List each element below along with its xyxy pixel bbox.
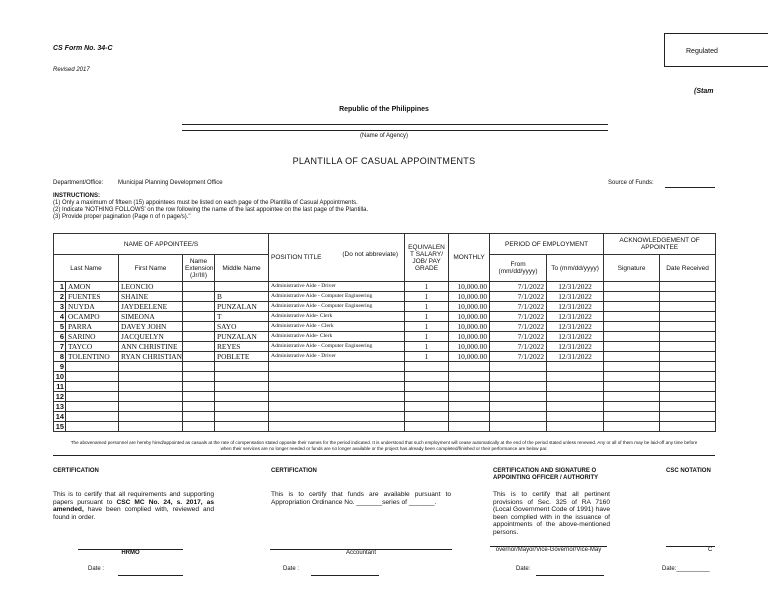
cell-last: TOLENTINO [66, 352, 119, 362]
cell-grade [405, 402, 449, 412]
cell-from [490, 392, 547, 402]
cell-position [269, 362, 405, 372]
csc-notation-sign-label: C [708, 547, 713, 553]
cell-first: SHAINE [119, 292, 183, 302]
cell-from: 7/1/2022 [490, 302, 547, 312]
cell-ext [183, 332, 215, 342]
cell-from: 7/1/2022 [490, 282, 547, 292]
instruction-3: (3) Provide proper pagination (Page n of n page/s)." [53, 214, 191, 220]
cell-to [547, 362, 604, 372]
cell-first: JACQUELYN [119, 332, 183, 342]
cell-sig [604, 382, 660, 392]
cell-date [660, 392, 716, 402]
table-header-row-1 [54, 234, 716, 255]
cell-first: SIMEONA [119, 312, 183, 322]
header-position [269, 234, 405, 282]
cell-last [66, 382, 119, 392]
cell-grade: 1 [405, 282, 449, 292]
cell-middle: PUNZALAN [215, 302, 269, 312]
cell-sig [604, 352, 660, 362]
cell-date [660, 302, 716, 312]
table-footnote [53, 440, 715, 451]
instruction-1: (1) Only a maximum of fifteen (15) appointees must be listed on each page of the Plantilla of Casual Appointments. [53, 200, 358, 206]
cell-to: 12/31/2022 [547, 322, 604, 332]
cell-to: 12/31/2022 [547, 282, 604, 292]
cell-no: 7 [54, 342, 66, 352]
cell-monthly: 10,000.00 [449, 282, 490, 292]
cell-date [660, 412, 716, 422]
cell-monthly: 10,000.00 [449, 332, 490, 342]
csc-notation-title: CSC NOTATION [666, 468, 711, 474]
revised-label: Revised 2017 [53, 67, 90, 73]
cell-grade [405, 362, 449, 372]
cell-grade: 1 [405, 312, 449, 322]
cell-last: NUYDA [66, 302, 119, 312]
cell-ext [183, 402, 215, 412]
cert-hrmo-text-bold: CSC MC No. 24, s. 2017, as amended, [53, 498, 214, 514]
table-row [54, 412, 716, 422]
cell-position: Administrative Aide - Clerk [269, 322, 405, 332]
cert-hrmo-text [53, 491, 214, 521]
cell-first: JAYDEELENE [119, 302, 183, 312]
header-middle-name: Middle Name [215, 255, 269, 282]
cell-to: 12/31/2022 [547, 312, 604, 322]
table-row [54, 402, 716, 412]
cell-first: RYAN CHRISTIAN [119, 352, 183, 362]
department-label: Department/Office: [53, 180, 104, 186]
cell-middle [215, 362, 269, 372]
table-footnote-divider [53, 455, 715, 456]
cell-last [66, 372, 119, 382]
cell-last [66, 402, 119, 412]
cell-date [660, 372, 716, 382]
cert-appointing-date-line [536, 575, 604, 576]
cell-first [119, 362, 183, 372]
cell-grade [405, 382, 449, 392]
cell-sig [604, 412, 660, 422]
cell-position: Administrative Aide - Computer Engineering [269, 342, 405, 352]
cell-first [119, 422, 183, 432]
cert-accountant-date-line [311, 575, 379, 576]
cell-ext [183, 292, 215, 302]
cert-hrmo-sign-label: HRMO [121, 550, 140, 556]
header-first-name: First Name [119, 255, 183, 282]
cell-ext [183, 322, 215, 332]
cell-grade: 1 [405, 332, 449, 342]
cell-no: 1 [54, 282, 66, 292]
cell-first: ANN CHRISTINE [119, 342, 183, 352]
cell-sig [604, 312, 660, 322]
cell-last [66, 412, 119, 422]
department-value: Municipal Planning Development Office [118, 180, 223, 186]
cell-monthly: 10,000.00 [449, 352, 490, 362]
table-row [54, 312, 716, 322]
cert-hrmo-title: CERTIFICATION [53, 468, 99, 474]
cell-monthly: 10,000.00 [449, 312, 490, 322]
table-row [54, 332, 716, 342]
cert-accountant-sign-label: Accountant [345, 550, 377, 556]
cell-middle [215, 372, 269, 382]
cell-first [119, 372, 183, 382]
cell-monthly: 10,000.00 [449, 342, 490, 352]
instructions-heading: INSTRUCTIONS: [53, 193, 100, 199]
header-to: To (mm/dd/yyyy) [547, 255, 604, 282]
cell-no: 15 [54, 422, 66, 432]
cell-position [269, 382, 405, 392]
header-equivalent: EQUIVALEN T SALARY/ JOB/ PAY GRADE [405, 234, 449, 282]
header-from: From (mm/dd/yyyy) [490, 255, 547, 282]
cell-ext [183, 362, 215, 372]
cell-no: 3 [54, 302, 66, 312]
cell-from: 7/1/2022 [490, 292, 547, 302]
table-row [54, 352, 716, 362]
cell-monthly: 10,000.00 [449, 292, 490, 302]
cell-monthly [449, 412, 490, 422]
agency-label: (Name of Agency) [359, 133, 409, 139]
cell-last: AMON [66, 282, 119, 292]
cell-from: 7/1/2022 [490, 312, 547, 322]
cell-grade: 1 [405, 352, 449, 362]
cell-grade [405, 412, 449, 422]
header-name-extension: Name Extension (Jr/III) [183, 255, 215, 282]
header-position-title: POSITION TITLE [271, 254, 322, 261]
cell-no: 11 [54, 382, 66, 392]
cell-last: OCAMPO [66, 312, 119, 322]
cell-no: 12 [54, 392, 66, 402]
header-position-note: (Do not abbreviate) [342, 251, 399, 258]
cell-date [660, 422, 716, 432]
cell-grade [405, 392, 449, 402]
table-row [54, 382, 716, 392]
cell-ext [183, 312, 215, 322]
cell-position: Administrative Aide - Computer Engineering [269, 302, 405, 312]
header-signature: Signature [604, 255, 660, 282]
cell-position: Administrative Aide - Computer Engineering [269, 292, 405, 302]
table-row [54, 292, 716, 302]
cell-grade: 1 [405, 322, 449, 332]
cell-to: 12/31/2022 [547, 302, 604, 312]
cell-from: 7/1/2022 [490, 332, 547, 342]
cell-monthly [449, 382, 490, 392]
cell-ext [183, 282, 215, 292]
agency-line [182, 130, 608, 131]
cell-date [660, 402, 716, 412]
cell-grade [405, 372, 449, 382]
cell-last [66, 422, 119, 432]
cert-hrmo-date-line [118, 575, 183, 576]
table-row [54, 322, 716, 332]
cell-position [269, 422, 405, 432]
cert-hrmo-date: Date : [88, 566, 105, 572]
cert-appointing-sign-label: overnor/Mayor/Vice-Governor/Vice-May [495, 547, 602, 553]
cell-middle [215, 422, 269, 432]
cell-to [547, 372, 604, 382]
cell-ext [183, 302, 215, 312]
cell-monthly: 10,000.00 [449, 322, 490, 332]
cell-sig [604, 292, 660, 302]
cell-last [66, 392, 119, 402]
cell-no: 4 [54, 312, 66, 322]
cell-sig [604, 322, 660, 332]
cell-from: 7/1/2022 [490, 352, 547, 362]
cell-ext [183, 382, 215, 392]
table-row [54, 302, 716, 312]
header-monthly: MONTHLY [449, 234, 490, 282]
cell-last: SARINO [66, 332, 119, 342]
cell-no: 8 [54, 352, 66, 362]
cell-middle [215, 392, 269, 402]
cell-date [660, 382, 716, 392]
header-period: PERIOD OF EMPLOYMENT [490, 234, 604, 255]
cell-last: PARRA [66, 322, 119, 332]
cell-grade [405, 422, 449, 432]
appointees-table [53, 233, 716, 432]
cell-to [547, 412, 604, 422]
cert-appointing-title: CERTIFICATION AND SIGNATURE O APPOINTING OFFICER / AUTHORITY [493, 468, 599, 481]
cell-to [547, 392, 604, 402]
cell-no: 13 [54, 402, 66, 412]
cell-no: 2 [54, 292, 66, 302]
cell-middle [215, 402, 269, 412]
cell-ext [183, 412, 215, 422]
cell-grade: 1 [405, 302, 449, 312]
cell-position [269, 392, 405, 402]
cell-to: 12/31/2022 [547, 342, 604, 352]
cell-sig [604, 422, 660, 432]
cell-position: Administrative Aide- Clerk [269, 312, 405, 322]
cell-to [547, 402, 604, 412]
cell-middle [215, 282, 269, 292]
cell-ext [183, 392, 215, 402]
cert-accountant-date: Date : [283, 566, 300, 572]
cert-appointing-date: Date: [516, 566, 531, 572]
cell-from: 7/1/2022 [490, 322, 547, 332]
cell-middle: PUNZALAN [215, 332, 269, 342]
table-row [54, 372, 716, 382]
cell-date [660, 312, 716, 322]
cell-sig [604, 302, 660, 312]
cell-sig [604, 342, 660, 352]
cell-date [660, 362, 716, 372]
cell-date [660, 342, 716, 352]
cell-monthly: 10,000.00 [449, 302, 490, 312]
footnote-line-2: when their services are no longer needed or funds are no longer available or the project has already been completed/finished or their performance are below par. [220, 445, 548, 451]
cell-sig [604, 372, 660, 382]
cell-sig [604, 392, 660, 402]
cell-first: LEONCIO [119, 282, 183, 292]
cell-no: 5 [54, 322, 66, 332]
page-title: PLANTILLA OF CASUAL APPOINTMENTS [292, 156, 476, 166]
cell-ext [183, 372, 215, 382]
cell-date [660, 292, 716, 302]
stamp-label: (Stam [694, 88, 714, 95]
cell-sig [604, 402, 660, 412]
republic-heading: Republic of the Philippines [339, 106, 429, 113]
cell-ext [183, 352, 215, 362]
cell-date [660, 322, 716, 332]
header-date-received: Date Received [660, 255, 716, 282]
cell-date [660, 282, 716, 292]
cell-monthly [449, 392, 490, 402]
cert-accountant-title: CERTIFICATION [271, 468, 317, 474]
cell-middle: T [215, 312, 269, 322]
cell-monthly [449, 422, 490, 432]
cert-hrmo-text-a: This is to certify that all requirements and supporting papers pursuant to [53, 491, 214, 506]
cell-from [490, 402, 547, 412]
source-of-funds-label: Source of Funds: [608, 180, 654, 186]
cell-monthly [449, 402, 490, 412]
footnote-line-1: The abovenamed personnel are hereby hired/appointed as casuals at the rate of compensation stated opposite their names for the period indicated. It is understood that such employment will cease automatically at the end of the period stated unless renewed. Any or all of them may be laid-off any time before [70, 440, 698, 445]
cell-no: 9 [54, 362, 66, 372]
cell-middle: SAYO [215, 322, 269, 332]
cell-last: TAYCO [66, 342, 119, 352]
cell-first [119, 392, 183, 402]
cell-middle: POBLETE [215, 352, 269, 362]
table-row [54, 342, 716, 352]
cell-no: 14 [54, 412, 66, 422]
cell-to: 12/31/2022 [547, 292, 604, 302]
cell-last: FUENTES [66, 292, 119, 302]
table-row [54, 422, 716, 432]
cell-first [119, 402, 183, 412]
cell-first: DAVEY JOHN [119, 322, 183, 332]
cell-to [547, 422, 604, 432]
cell-position: Administrative Aide- Clerk [269, 332, 405, 342]
header-name-group: NAME OF APPOINTEE/S [54, 234, 269, 255]
form-number: CS Form No. 34-C [53, 45, 113, 52]
cell-to [547, 382, 604, 392]
cell-middle [215, 412, 269, 422]
cell-first [119, 382, 183, 392]
cell-to: 12/31/2022 [547, 352, 604, 362]
source-of-funds-line [665, 187, 715, 188]
cell-monthly [449, 372, 490, 382]
cell-from [490, 422, 547, 432]
cell-position [269, 402, 405, 412]
header-acknowledgement: ACKNOWLEDGEMENT OF APPOINTEE [604, 234, 716, 255]
cell-date [660, 332, 716, 342]
instruction-2: (2) Indicate 'NOTHING FOLLOWS' on the row following the name of the last appointee on the last page of the Plantilla. [53, 207, 369, 213]
cert-accountant-text: This is to certify that funds are available pursuant to Appropriation Ordinance No. _______series of _______. [271, 491, 451, 506]
cell-date [660, 352, 716, 362]
cell-no: 10 [54, 372, 66, 382]
table-row [54, 282, 716, 292]
republic-line [182, 124, 608, 125]
cell-position: Administrative Aide - Driver [269, 352, 405, 362]
cell-sig [604, 332, 660, 342]
cell-first [119, 412, 183, 422]
csc-notation-date: Date:__________ [662, 566, 710, 572]
cell-monthly [449, 362, 490, 372]
cell-from: 7/1/2022 [490, 342, 547, 352]
cell-from [490, 372, 547, 382]
table-row [54, 362, 716, 372]
cert-hrmo-text-b: have been complied with, reviewed and found in order. [53, 506, 214, 521]
cell-ext [183, 422, 215, 432]
cell-middle: REYES [215, 342, 269, 352]
cell-position [269, 372, 405, 382]
cell-position [269, 412, 405, 422]
cell-middle [215, 382, 269, 392]
cell-last [66, 362, 119, 372]
table-row [54, 392, 716, 402]
cell-to: 12/31/2022 [547, 332, 604, 342]
cell-from [490, 412, 547, 422]
cell-grade: 1 [405, 292, 449, 302]
cert-appointing-text: This is to certify that all pertinent provisions of Sec. 325 of RA 7160 (Local Government Code of 1991) have been complied with in the issuance of appointments of the above-mentioned persons. [493, 491, 610, 536]
cell-middle: B [215, 292, 269, 302]
cell-no: 6 [54, 332, 66, 342]
cell-from [490, 362, 547, 372]
cell-sig [604, 362, 660, 372]
cell-position: Administrative Aide - Driver [269, 282, 405, 292]
header-last-name: Last Name [54, 255, 119, 282]
cell-ext [183, 342, 215, 352]
cell-from [490, 382, 547, 392]
cell-grade: 1 [405, 342, 449, 352]
cell-sig [604, 282, 660, 292]
regulated-label: Regulated [686, 48, 718, 55]
